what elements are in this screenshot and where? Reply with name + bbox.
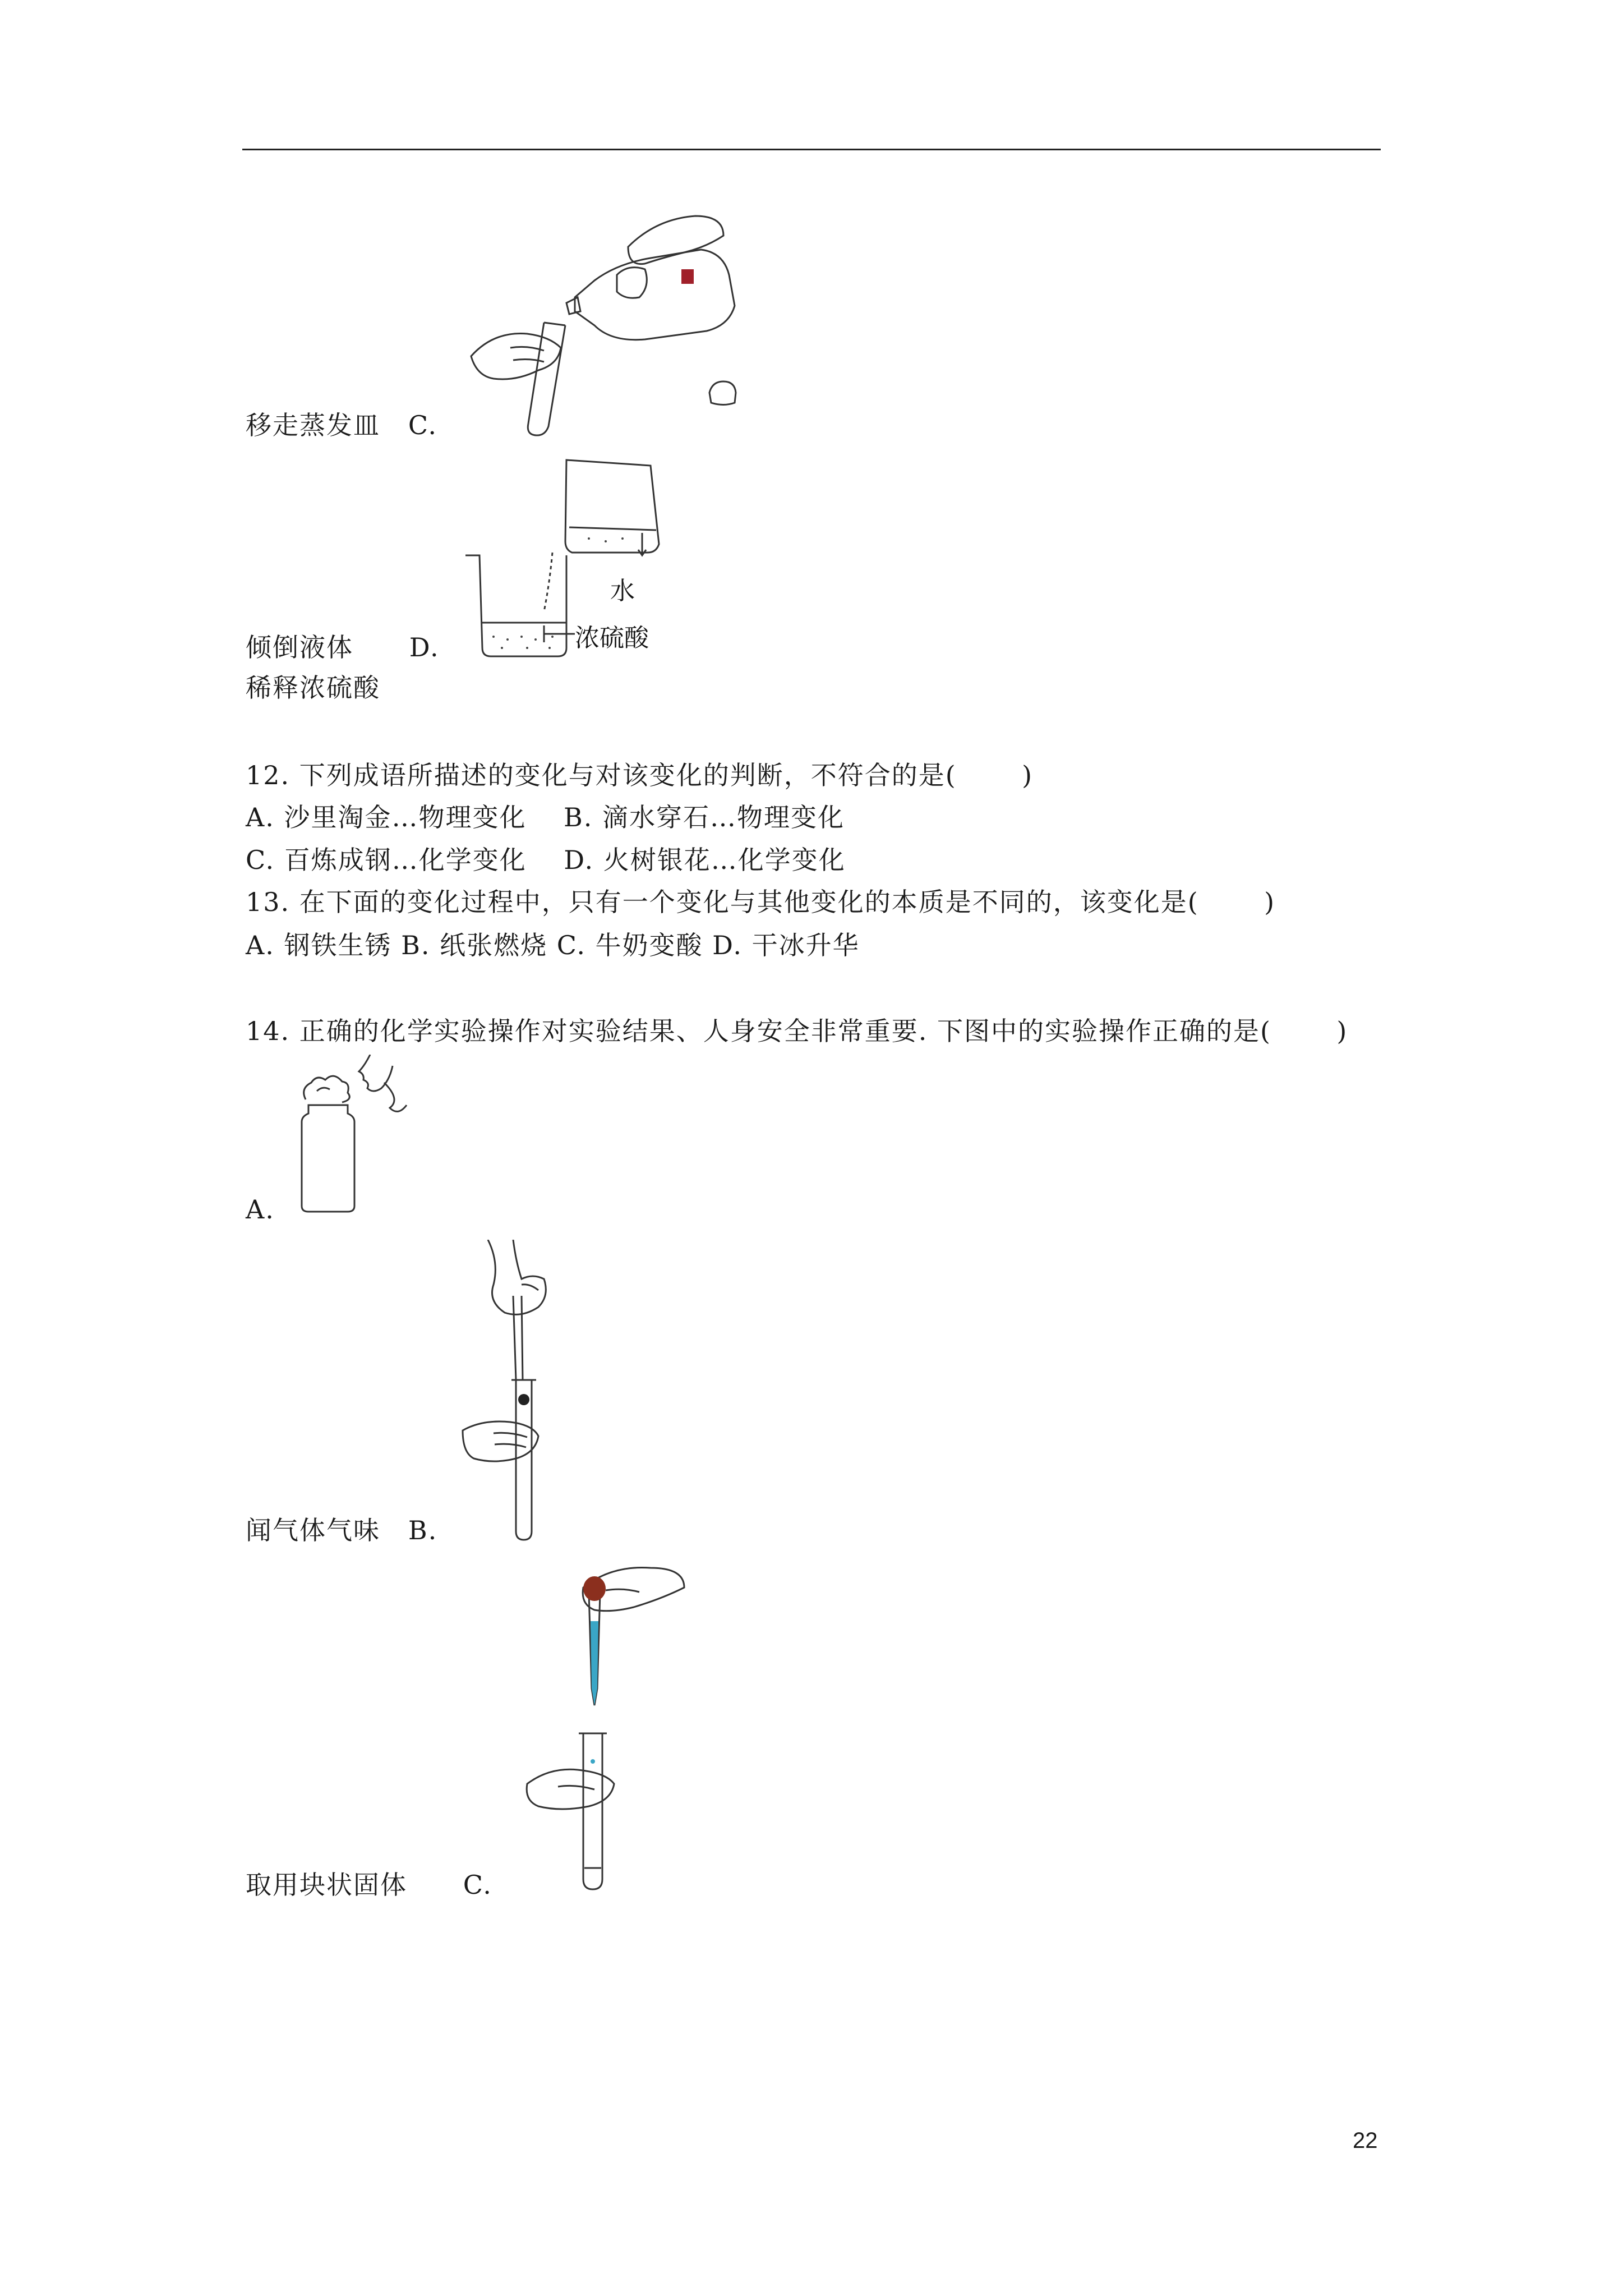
question-13: 13. 在下面的变化过程中，只有一个变化与其他变化的本质是不同的，该变化是( ) (246, 887, 1276, 917)
line-pour-liquid: 倾倒液体 D. (246, 632, 440, 662)
solid-into-tube-figure (460, 1240, 583, 1543)
dropper-figure (516, 1565, 695, 1902)
water-label: 水 (610, 577, 635, 605)
page-number: 22 (1353, 2128, 1378, 2153)
dilute-acid-figure (460, 454, 695, 662)
option-a-label: A. (246, 1194, 275, 1225)
header-rule (242, 149, 1381, 150)
line-move-evaporating-dish: 移走蒸发皿 C. (246, 410, 438, 440)
question-13-options: A. 钢铁生锈 B. 纸张燃烧 C. 牛奶变酸 D. 干冰升华 (246, 930, 860, 960)
question-12: 12. 下列成语所描述的变化与对该变化的判断，不符合的是( ) (246, 760, 1034, 790)
line-smell-gas: 闻气体气味 B. (246, 1515, 438, 1545)
question-12-options-cd: C. 百炼成钢…化学变化 D. 火树银花…化学变化 (246, 845, 846, 875)
smell-gas-figure (286, 1055, 415, 1217)
pouring-liquid-figure (460, 213, 763, 438)
line-take-solid: 取用块状固体 C. (246, 1870, 492, 1900)
question-12-options-ab: A. 沙里淘金…物理变化 B. 滴水穿石…物理变化 (246, 802, 845, 832)
sulfuric-acid-label: 浓硫酸 (575, 624, 649, 652)
line-dilute-acid: 稀释浓硫酸 (246, 673, 380, 703)
question-14: 14. 正确的化学实验操作对实验结果、人身安全非常重要. 下图中的实验操作正确的是( ) (246, 1016, 1348, 1046)
